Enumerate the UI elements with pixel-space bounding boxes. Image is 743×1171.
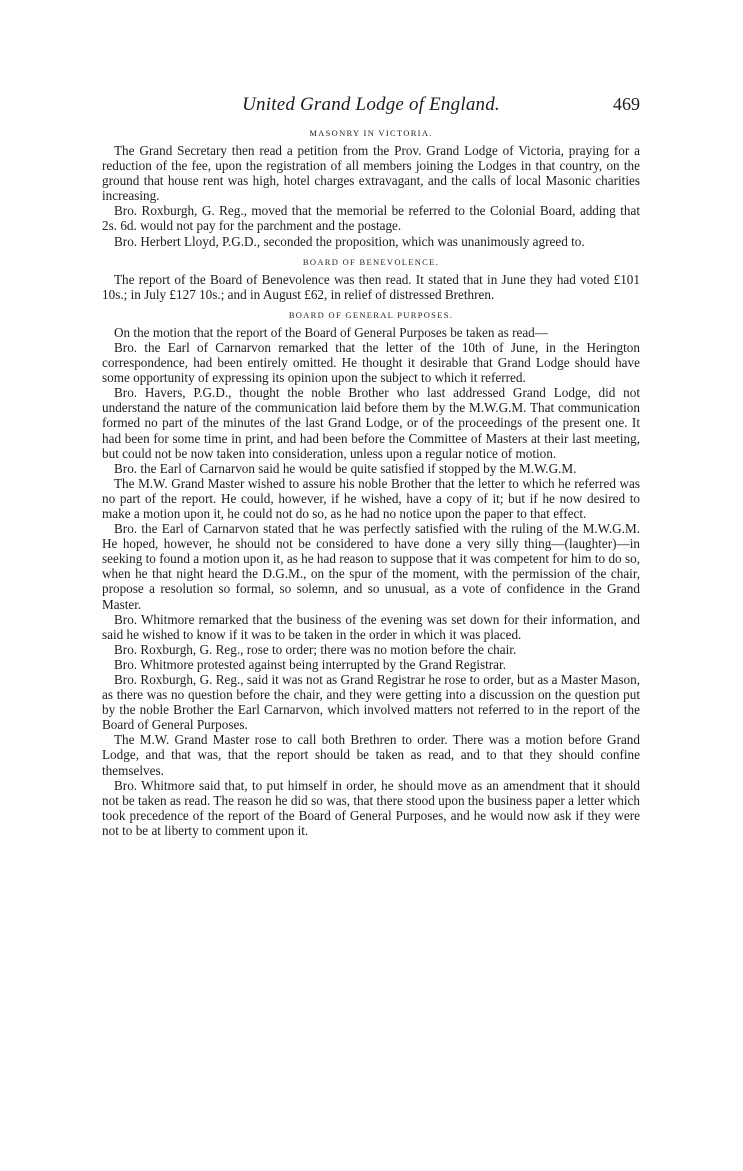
paragraph: Bro. the Earl of Carnarvon stated that he was perfectly satisfied with the ruling of the M.W.G.M. He hoped, however, he should not be considered to have done a very silly thing—(laughter)—in seeking to found a motion upon it, as he had reason to suppose that it was competent for him to do so, when he that night heard the D.G.M., on the spur of the moment, with the permission of the chair, propose a resolution so formal, so solemn, and so unusual, as a vote of confidence in the Grand Master. (102, 521, 640, 612)
running-header (102, 94, 640, 120)
paragraph: Bro. Whitmore protested against being interrupted by the Grand Registrar. (114, 656, 506, 672)
paragraph: Bro. the Earl of Carnarvon remarked that the letter of the 10th of June, in the Herington correspondence, had been entirely omitted. He thought it desirable that Grand Lodge should have some opportunity of expressing its opinion upon the subject to which it referred. (102, 339, 640, 386)
section-heading-board-of-benevolence: BOARD OF BENEVOLENCE. (302, 256, 440, 267)
paragraph: The M.W. Grand Master wished to assure his noble Brother that the letter to which he referred was no part of the report. He could, however, if he wished, have a copy of it; but if he now desired to make a motion upon it, he could not do so, as he had no notice upon the paper to that effect. (102, 475, 640, 521)
paragraph: On the motion that the report of the Board of General Purposes be taken as read— (114, 324, 548, 340)
section-heading-board-of-general-purposes: BOARD OF GENERAL PURPOSES. (288, 309, 454, 320)
paragraph: Bro. Whitmore remarked that the business of the evening was set down for their information, and said he wished to know if it was to be taken in the order in which it was placed. (102, 611, 640, 642)
document-page (102, 94, 640, 838)
paragraph: Bro. Roxburgh, G. Reg., moved that the memorial be referred to the Colonial Board, adding that 2s. 6d. would not pay for the parchment and the postage. (102, 203, 640, 234)
paragraph: Bro. Roxburgh, G. Reg., rose to order; there was no motion before the chair. (114, 641, 517, 657)
paragraph: Bro. Whitmore said that, to put himself in order, he should move as an amendment that it should not be taken as read. The reason he did so was, that there stood upon the business paper a letter which took precedence of the report of the Board of General Purposes, and he would now ask if they were not to be at liberty to comment upon it. (102, 777, 640, 838)
paragraph: The report of the Board of Benevolence was then read. It stated that in June they had voted £101 10s.; in July £127 10s.; and in August £62, in relief of distressed Brethren. (102, 271, 640, 302)
page-number: 469 (613, 94, 640, 114)
running-title: United Grand Lodge of England. (242, 94, 500, 115)
paragraph: Bro. Herbert Lloyd, P.G.D., seconded the proposition, which was unanimously agreed to. (114, 233, 585, 249)
paragraph: Bro. the Earl of Carnarvon said he would be quite satisfied if stopped by the M.W.G.M. (114, 460, 577, 476)
paragraph: Bro. Roxburgh, G. Reg., said it was not as Grand Registrar he rose to order, but as a Master Mason, as there was no question before the chair, and they were getting into a discussion on the question put by the noble Brother the Earl Carnarvon, which involved matters not referred to in the report of the Board of General Purposes. (102, 672, 640, 733)
section-heading-masonry-in-victoria: MASONRY IN VICTORIA. (309, 128, 433, 138)
paragraph: Bro. Havers, P.G.D., thought the noble Brother who last addressed Grand Lodge, did not understand the nature of the communication laid before them by the M.W.G.M. That communication formed no part of the minutes of the last Grand Lodge, or of the proceedings of the present one. It had been for some time in print, and had been before the Committee of Masters at their last meeting, but could not be now taken into consideration, unless upon a regular notice of motion. (102, 385, 640, 461)
paragraph: The M.W. Grand Master rose to call both Brethren to order. There was a motion before Grand Lodge, and that was, that the report should be taken as read, and to that they should confine themselves. (102, 732, 640, 778)
paragraph: The Grand Secretary then read a petition from the Prov. Grand Lodge of Victoria, praying for a reduction of the fee, upon the registration of all members joining the Lodges in that country, on the ground that house rent was high, hotel charges extravagant, and the calls of local Masonic charities increasing. (102, 143, 640, 204)
